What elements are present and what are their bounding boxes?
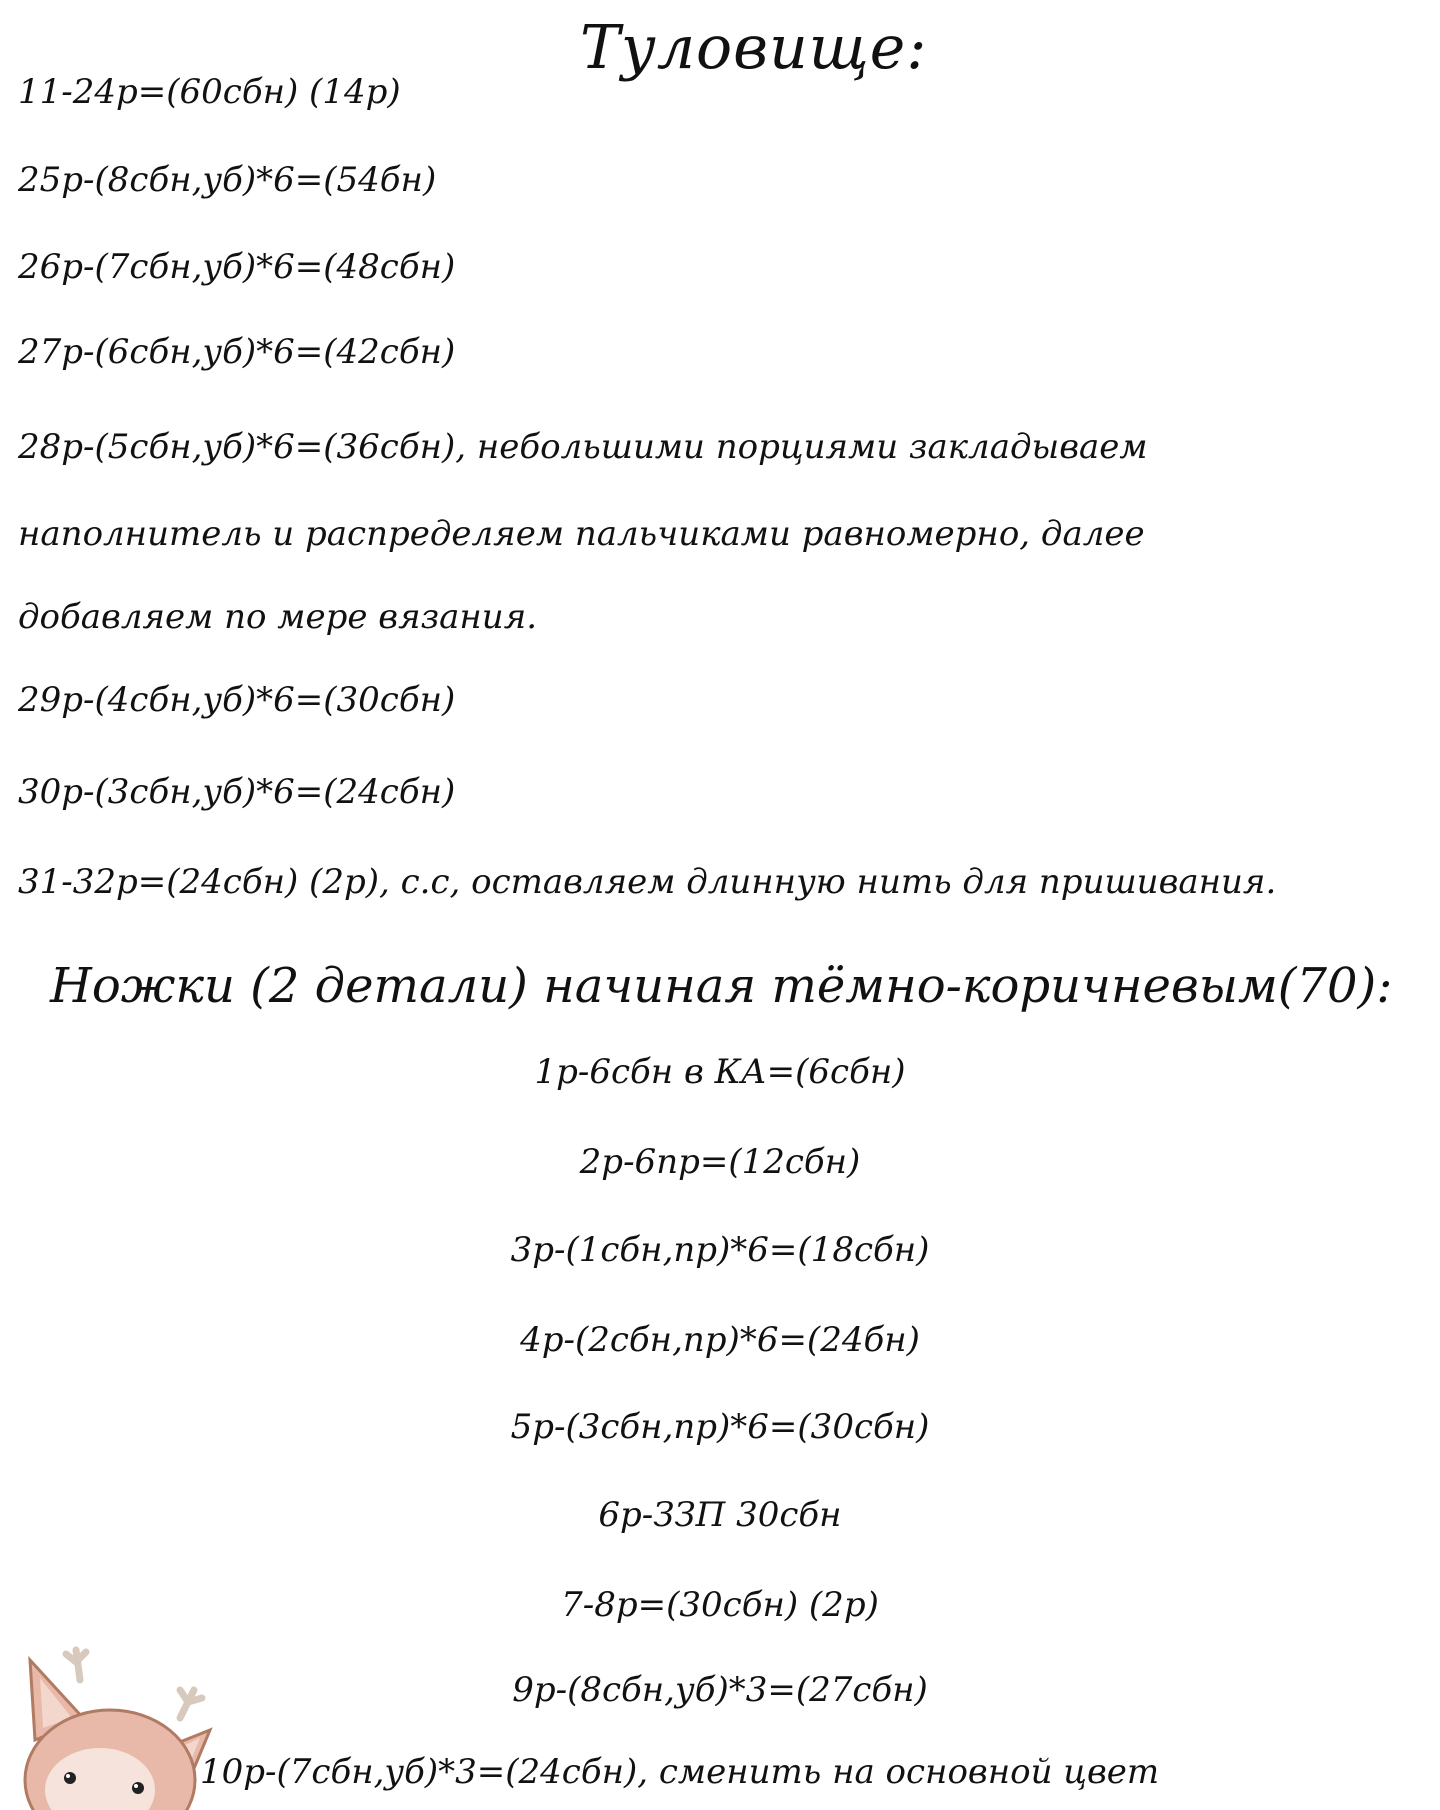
- row-text: 30р-(3сбн,уб)*6=(24сбн): [18, 772, 456, 812]
- section-title-legs: Ножки (2 детали) начиная тёмно-коричневым(70):: [50, 958, 1393, 1014]
- row-text: 28р-(5сбн,уб)*6=(36сбн), небольшими порциями закладываем: [18, 427, 1148, 467]
- row-text: 9р-(8сбн,уб)*3=(27сбн): [512, 1670, 928, 1710]
- row-text: 25р-(8сбн,уб)*6=(54бн): [18, 160, 437, 200]
- deer-icon: [10, 1640, 220, 1810]
- row-text: 10р-(7сбн,уб)*3=(24сбн), сменить на основной цвет: [200, 1752, 1160, 1792]
- row-text: 1р-6сбн в КА=(6сбн): [534, 1052, 906, 1092]
- row-text: 6р-ЗЗП 30сбн: [598, 1495, 842, 1535]
- row-text: 7-8р=(30сбн) (2р): [561, 1585, 879, 1625]
- section-title-body: Туловище:: [580, 13, 928, 83]
- row-text: 11-24р=(60сбн) (14р): [18, 72, 401, 112]
- row-text: наполнитель и распределяем пальчиками равномерно, далее: [18, 514, 1145, 554]
- row-text: 2р-6пр=(12сбн): [579, 1142, 861, 1182]
- row-text: 29р-(4сбн,уб)*6=(30сбн): [18, 680, 456, 720]
- row-text: 5р-(3сбн,пр)*6=(30сбн): [510, 1407, 930, 1447]
- row-text: 31-32р=(24сбн) (2р), с.с, оставляем длинную нить для пришивания.: [18, 862, 1277, 902]
- row-text: 27р-(6сбн,уб)*6=(42сбн): [18, 332, 456, 372]
- row-text: добавляем по мере вязания.: [18, 597, 538, 637]
- row-text: 3р-(1сбн,пр)*6=(18сбн): [510, 1230, 930, 1270]
- row-text: 4р-(2сбн,пр)*6=(24бн): [520, 1320, 920, 1360]
- row-text: 26р-(7сбн,уб)*6=(48сбн): [18, 247, 456, 287]
